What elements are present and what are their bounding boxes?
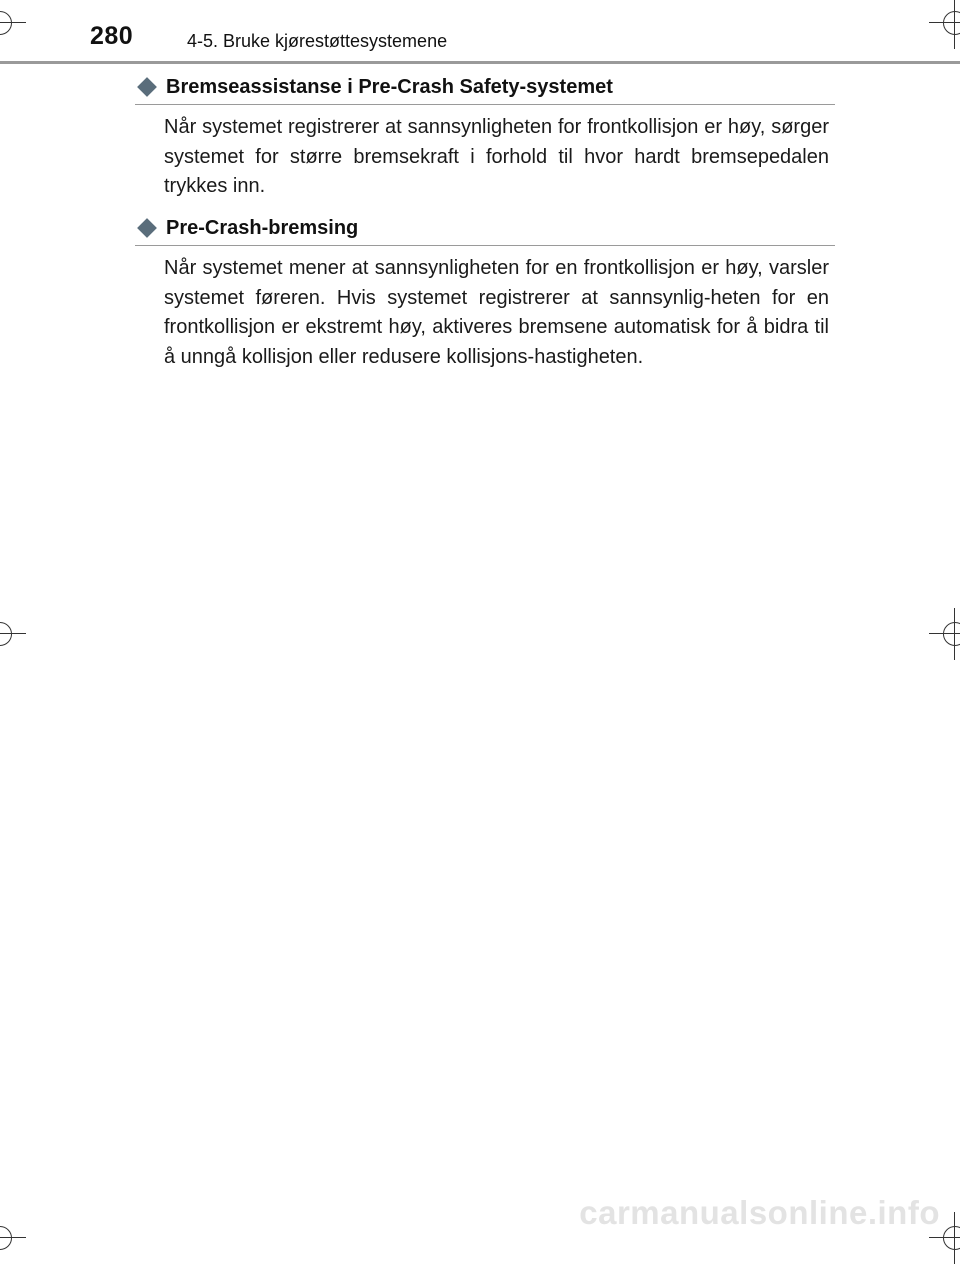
chapter-title: 4-5. Bruke kjørestøttesystemene (187, 31, 448, 51)
section-title: Bremseassistanse i Pre-Crash Safety-systemet (166, 75, 613, 98)
registration-mark-top-right (943, 11, 960, 35)
registration-mark-mid-left (0, 622, 12, 646)
registration-mark-top-left (0, 11, 12, 35)
section-heading (135, 211, 835, 246)
section-body: Når systemet registrerer at sannsynligheten for frontkollisjon er høy, sørger systemet for større bremsekraft i forhold til hvor hardt bremsepedalen trykkes inn. (164, 116, 829, 197)
registration-mark-bottom-right (943, 1226, 960, 1250)
registration-mark-bottom-left (0, 1226, 12, 1250)
diamond-icon (137, 218, 157, 238)
section-title: Pre-Crash-bremsing (166, 216, 359, 239)
section-brake-assist (135, 70, 835, 202)
page-number: 280 (90, 22, 134, 50)
section-heading (135, 70, 835, 105)
header-rule (0, 61, 960, 64)
section-pre-crash-braking (135, 211, 835, 372)
diamond-icon (137, 77, 157, 97)
registration-mark-mid-right (943, 622, 960, 646)
section-body: Når systemet mener at sannsynligheten for en frontkollisjon er høy, varsler systemet føreren. Hvis systemet registrerer at sannsynlig-heten for en frontkollisjon er ekstremt høy, aktiveres bremsene automatisk for å bidra til å unngå kollisjon eller redusere kollisjons-hastigheten. (164, 257, 829, 368)
watermark: carmanualsonline.info (579, 1194, 940, 1231)
